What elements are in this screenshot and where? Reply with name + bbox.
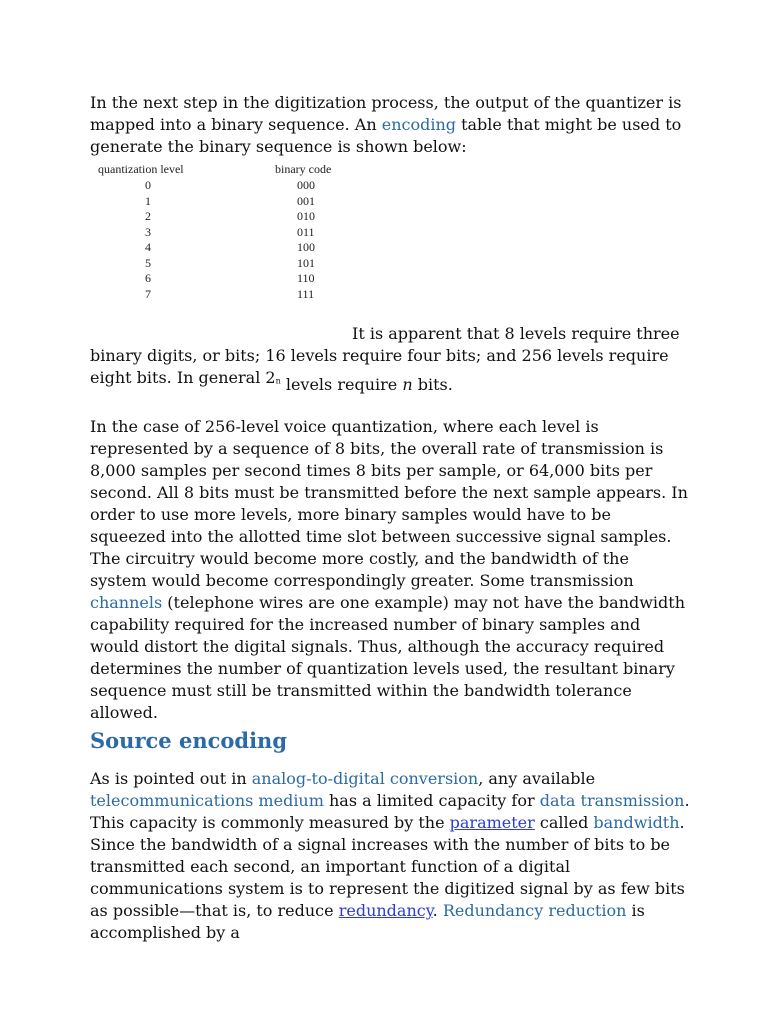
encoding-link[interactable]: encoding (381, 115, 456, 134)
level-cell: 3 (145, 224, 151, 239)
level-cell: 2 (145, 209, 151, 223)
level-cell: 7 (145, 286, 151, 301)
italic-n: n (402, 375, 413, 394)
encoding-table (90, 162, 690, 330)
after-table-text-3: bits. (412, 375, 453, 394)
code-cell: 010 (297, 209, 315, 223)
table-header-level: quantization level (98, 162, 184, 176)
source-text-2: , any available (478, 769, 596, 788)
intro-text-2: table that might be used to generate the binary sequence is shown below: (90, 115, 682, 156)
bandwidth-link[interactable]: bandwidth (593, 813, 680, 832)
level-cell: 5 (145, 255, 151, 270)
telecom-medium-link[interactable]: telecommunications medium (90, 791, 324, 810)
table-header-code: binary code (275, 162, 332, 176)
code-cell: 100 (297, 240, 315, 254)
redundancy-link[interactable]: redundancy (338, 901, 433, 920)
code-cell: 000 (297, 178, 315, 192)
code-cell: 001 (297, 193, 315, 208)
source-text-6: . Since the bandwidth of a signal increases with the number of bits to be transmitted each second, an important function of a digital communications system is to represent the digitized signal by as few bits as possible—that is, to reduce (90, 813, 685, 920)
article-body (90, 92, 690, 944)
level-cell: 4 (145, 240, 151, 254)
intro-text-1: In the next step in the digitization process, the output of the quantizer is mapped into a binary sequence. An (90, 93, 682, 134)
code-cell: 011 (297, 224, 315, 239)
intro-paragraph (90, 92, 690, 158)
code-column (297, 178, 337, 302)
after-table-text-2: levels require (280, 375, 403, 394)
source-text-5: called (534, 813, 594, 832)
source-text-4: . This capacity is commonly measured by the (90, 791, 690, 832)
rate-text-1: In the case of 256-level voice quantization, where each level is represented by a sequence of 8 bits, the overall rate of transmission is 8,000 samples per second times 8 bits per sample, or 64,000 bits per second. All 8 bits must be transmitted before the next sample appears. In order to use more levels, more binary samples would have to be squeezed into the allotted time slot between successive signal samples. The circuitry would become more costly, and the bandwidth of the system would become correspondingly greater. Some transmission (90, 417, 688, 590)
redundancy-reduction-link[interactable]: Redundancy reduction (442, 901, 627, 920)
section-heading: Source encoding (90, 728, 287, 753)
code-cell: 110 (297, 271, 315, 285)
source-text-3: has a limited capacity for (323, 791, 540, 810)
source-encoding-paragraph (90, 768, 690, 944)
level-cell: 6 (145, 271, 151, 285)
paragraph-gap (90, 396, 690, 416)
source-text-7: . (432, 901, 443, 920)
after-table-text-1: It is apparent that 8 levels require three binary digits, or bits; 16 levels require four bits; and 256 levels require eight bits. In general 2 (90, 324, 680, 387)
channels-link[interactable]: channels (90, 593, 163, 612)
rate-paragraph (90, 416, 690, 724)
source-text-8: is accomplished by a (90, 901, 645, 942)
level-cell: 1 (145, 193, 151, 208)
code-cell: 101 (297, 255, 315, 270)
rate-text-2: (telephone wires are one example) may not have the bandwidth capability required for the increased number of binary samples and would distort the digital signals. Thus, although the accuracy required determines the number of quantization levels used, the resultant binary sequence must still be transmitted within the bandwidth tolerance allowed. (90, 593, 686, 722)
parameter-link[interactable]: parameter (449, 813, 535, 832)
source-text-1: As is pointed out in (90, 769, 252, 788)
data-transmission-link[interactable]: data transmission (539, 791, 685, 810)
code-cell: 111 (297, 286, 315, 301)
adc-link[interactable]: analog-to-digital conversion (251, 769, 479, 788)
superscript-n: n (275, 376, 281, 386)
after-table-paragraph (90, 324, 690, 396)
level-column (145, 178, 155, 302)
level-cell: 0 (145, 178, 151, 192)
